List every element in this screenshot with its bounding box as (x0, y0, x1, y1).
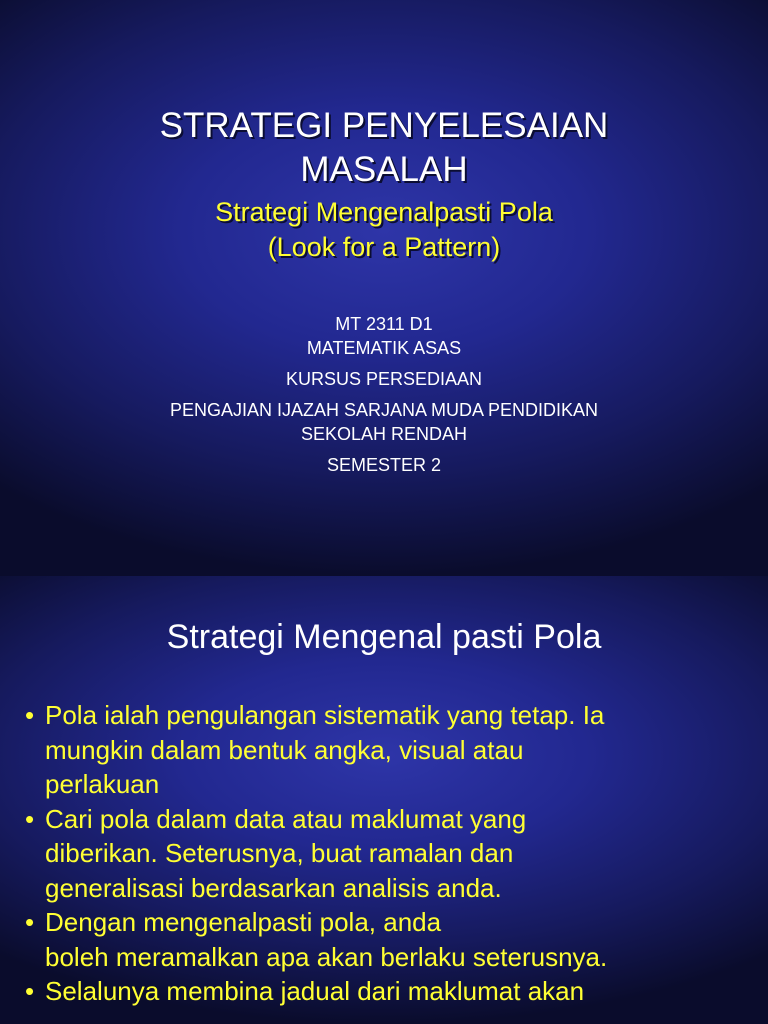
bullet-text-line: Dengan mengenalpasti pola, anda (45, 907, 442, 937)
program-line-1: PENGAJIAN IJAZAH SARJANA MUDA PENDIDIKAN (169, 400, 599, 420)
bullet-text-line: diberikan. Seterusnya, buat ramalan dan (45, 838, 514, 868)
content-heading: Strategi Mengenal pasti Pola (166, 618, 602, 656)
bullet-icon: • (25, 803, 35, 834)
subtitle-line-1: Strategi Mengenalpasti Pola (215, 197, 553, 227)
title-line-1: STRATEGI PENYELESAIAN (159, 106, 609, 145)
program-line-2: SEKOLAH RENDAH (300, 424, 468, 444)
bullet-icon: • (25, 700, 35, 730)
slide-title (0, 104, 768, 192)
bullet-icon: • (25, 976, 35, 1006)
course-info (0, 312, 768, 477)
slide-subtitle (0, 195, 768, 265)
content-slide (0, 576, 768, 1024)
bullet-icon: • (25, 907, 35, 937)
bullet-text-line: Pola ialah pengulangan sistematik yang tetap. Ia (45, 700, 605, 730)
course-type: KURSUS PERSEDIAAN (285, 369, 483, 389)
bullet-text-line: Cari pola dalam data atau maklumat yang (45, 803, 527, 834)
bullet-text-line: generalisasi berdasarkan analisis anda. (45, 872, 502, 903)
list-item (22, 698, 762, 802)
course-name: MATEMATIK ASAS (306, 338, 462, 358)
bullet-text-line: perlakuan (45, 769, 160, 799)
list-item (22, 905, 762, 974)
bullet-list (22, 698, 762, 1009)
title-line-2: MASALAH (300, 150, 468, 189)
list-item (22, 802, 762, 906)
bullet-text-line: mungkin dalam bentuk angka, visual atau (45, 734, 524, 765)
course-code: MT 2311 D1 (335, 314, 433, 334)
subtitle-line-2: (Look for a Pattern) (267, 232, 501, 262)
bullet-text-line: Selalunya membina jadual dari maklumat akan (45, 976, 585, 1006)
semester: SEMESTER 2 (326, 455, 442, 475)
list-item (22, 974, 762, 1009)
bullet-text-line: boleh meramalkan apa akan berlaku seterusnya. (45, 941, 608, 972)
